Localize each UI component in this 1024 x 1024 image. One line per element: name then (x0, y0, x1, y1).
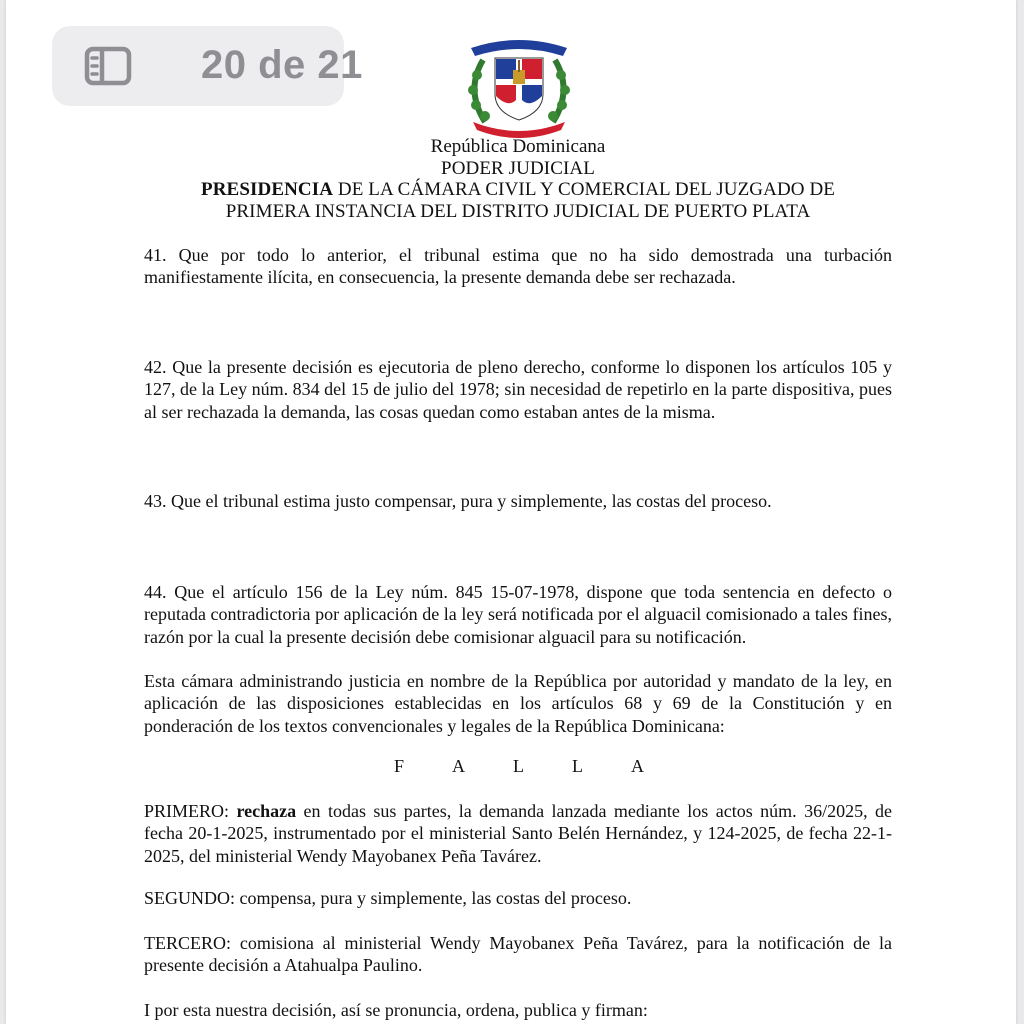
primero-text: en todas sus partes, la demanda lanzada mediante los actos núm. 36/2025, de fecha 20-1-2025, instrumentado por el ministerial Santo Belén Hernández, y 124-2025, de fecha 22-1-2025, del ministerial Wendy Mayobanex Peña Tavárez. (144, 801, 892, 866)
paragraph-tercero: TERCERO: comisiona al ministerial Wendy Mayobanex Peña Tavárez, para la notificación de la presente decisión a Atahualpa Paulino. (144, 933, 892, 976)
primero-label: PRIMERO: (144, 801, 237, 821)
falla-letter: A (630, 756, 644, 776)
header-chamber-rest: DE LA CÁMARA CIVIL Y COMERCIAL DEL JUZGADO DE (333, 179, 835, 200)
paragraph-42: 42. Que la presente decisión es ejecutoria de pleno derecho, conforme lo disponen los artículos 105 y 127, de la Ley núm. 834 del 15 de julio del 1978; sin necesidad de repetirlo en la parte dispositiva, pues al ser rechazada la demanda, las cosas quedan como estaban antes de la misma. (144, 357, 892, 422)
falla-letter: A (452, 756, 465, 776)
falla-heading (394, 756, 644, 777)
paragraph-intro: Esta cámara administrando justicia en nombre de la República por autoridad y mandato de la ley, en aplicación de las disposiciones establecidas en los artículos 68 y 69 de la Constitución y en ponderación de los textos convencionales y legales de la República Dominicana: (144, 671, 892, 736)
header-country: República Dominicana (430, 136, 606, 157)
paragraph-segundo: SEGUNDO: compensa, pura y simplemente, las costas del proceso. (144, 888, 632, 908)
falla-letter: F (394, 756, 405, 776)
falla-letter: L (512, 756, 524, 776)
sidebar-thumbnails-icon (84, 46, 132, 86)
primero-verb: rechaza (236, 801, 297, 821)
header-presidencia: PRESIDENCIA (201, 179, 334, 200)
paragraph-closing: I por esta nuestra decisión, así se pronuncia, ordena, publica y firman: (144, 1000, 648, 1020)
paragraph-41: 41. Que por todo lo anterior, el tribunal estima que no ha sido demostrada una turbación manifiestamente ilícita, en consecuencia, la presente demanda debe ser rechazada. (144, 245, 892, 288)
page-indicator-label: 20 de 21 (201, 43, 363, 87)
coat-of-arms-icon (463, 30, 575, 138)
document-page (6, 0, 1016, 1024)
paragraph-43: 43. Que el tribunal estima justo compensar, pura y simplemente, las costas del proceso. (144, 491, 772, 511)
document-header (6, 136, 1016, 222)
falla-letter: L (571, 756, 583, 776)
header-institution: PODER JUDICIAL (441, 157, 595, 179)
paragraph-primero (144, 800, 892, 867)
header-district: PRIMERA INSTANCIA DEL DISTRITO JUDICIAL DE PUERTO PLATA (225, 200, 811, 222)
page-indicator[interactable] (52, 26, 363, 106)
paragraph-44: 44. Que el artículo 156 de la Ley núm. 845 15-07-1978, dispone que toda sentencia en defecto o reputada contradictoria por aplicación de la ley será notificada por el alguacil comisionado a tales fines, razón por la cual la presente decisión debe comisionar alguacil para su notificación. (144, 582, 892, 647)
header-chamber (6, 179, 1016, 201)
